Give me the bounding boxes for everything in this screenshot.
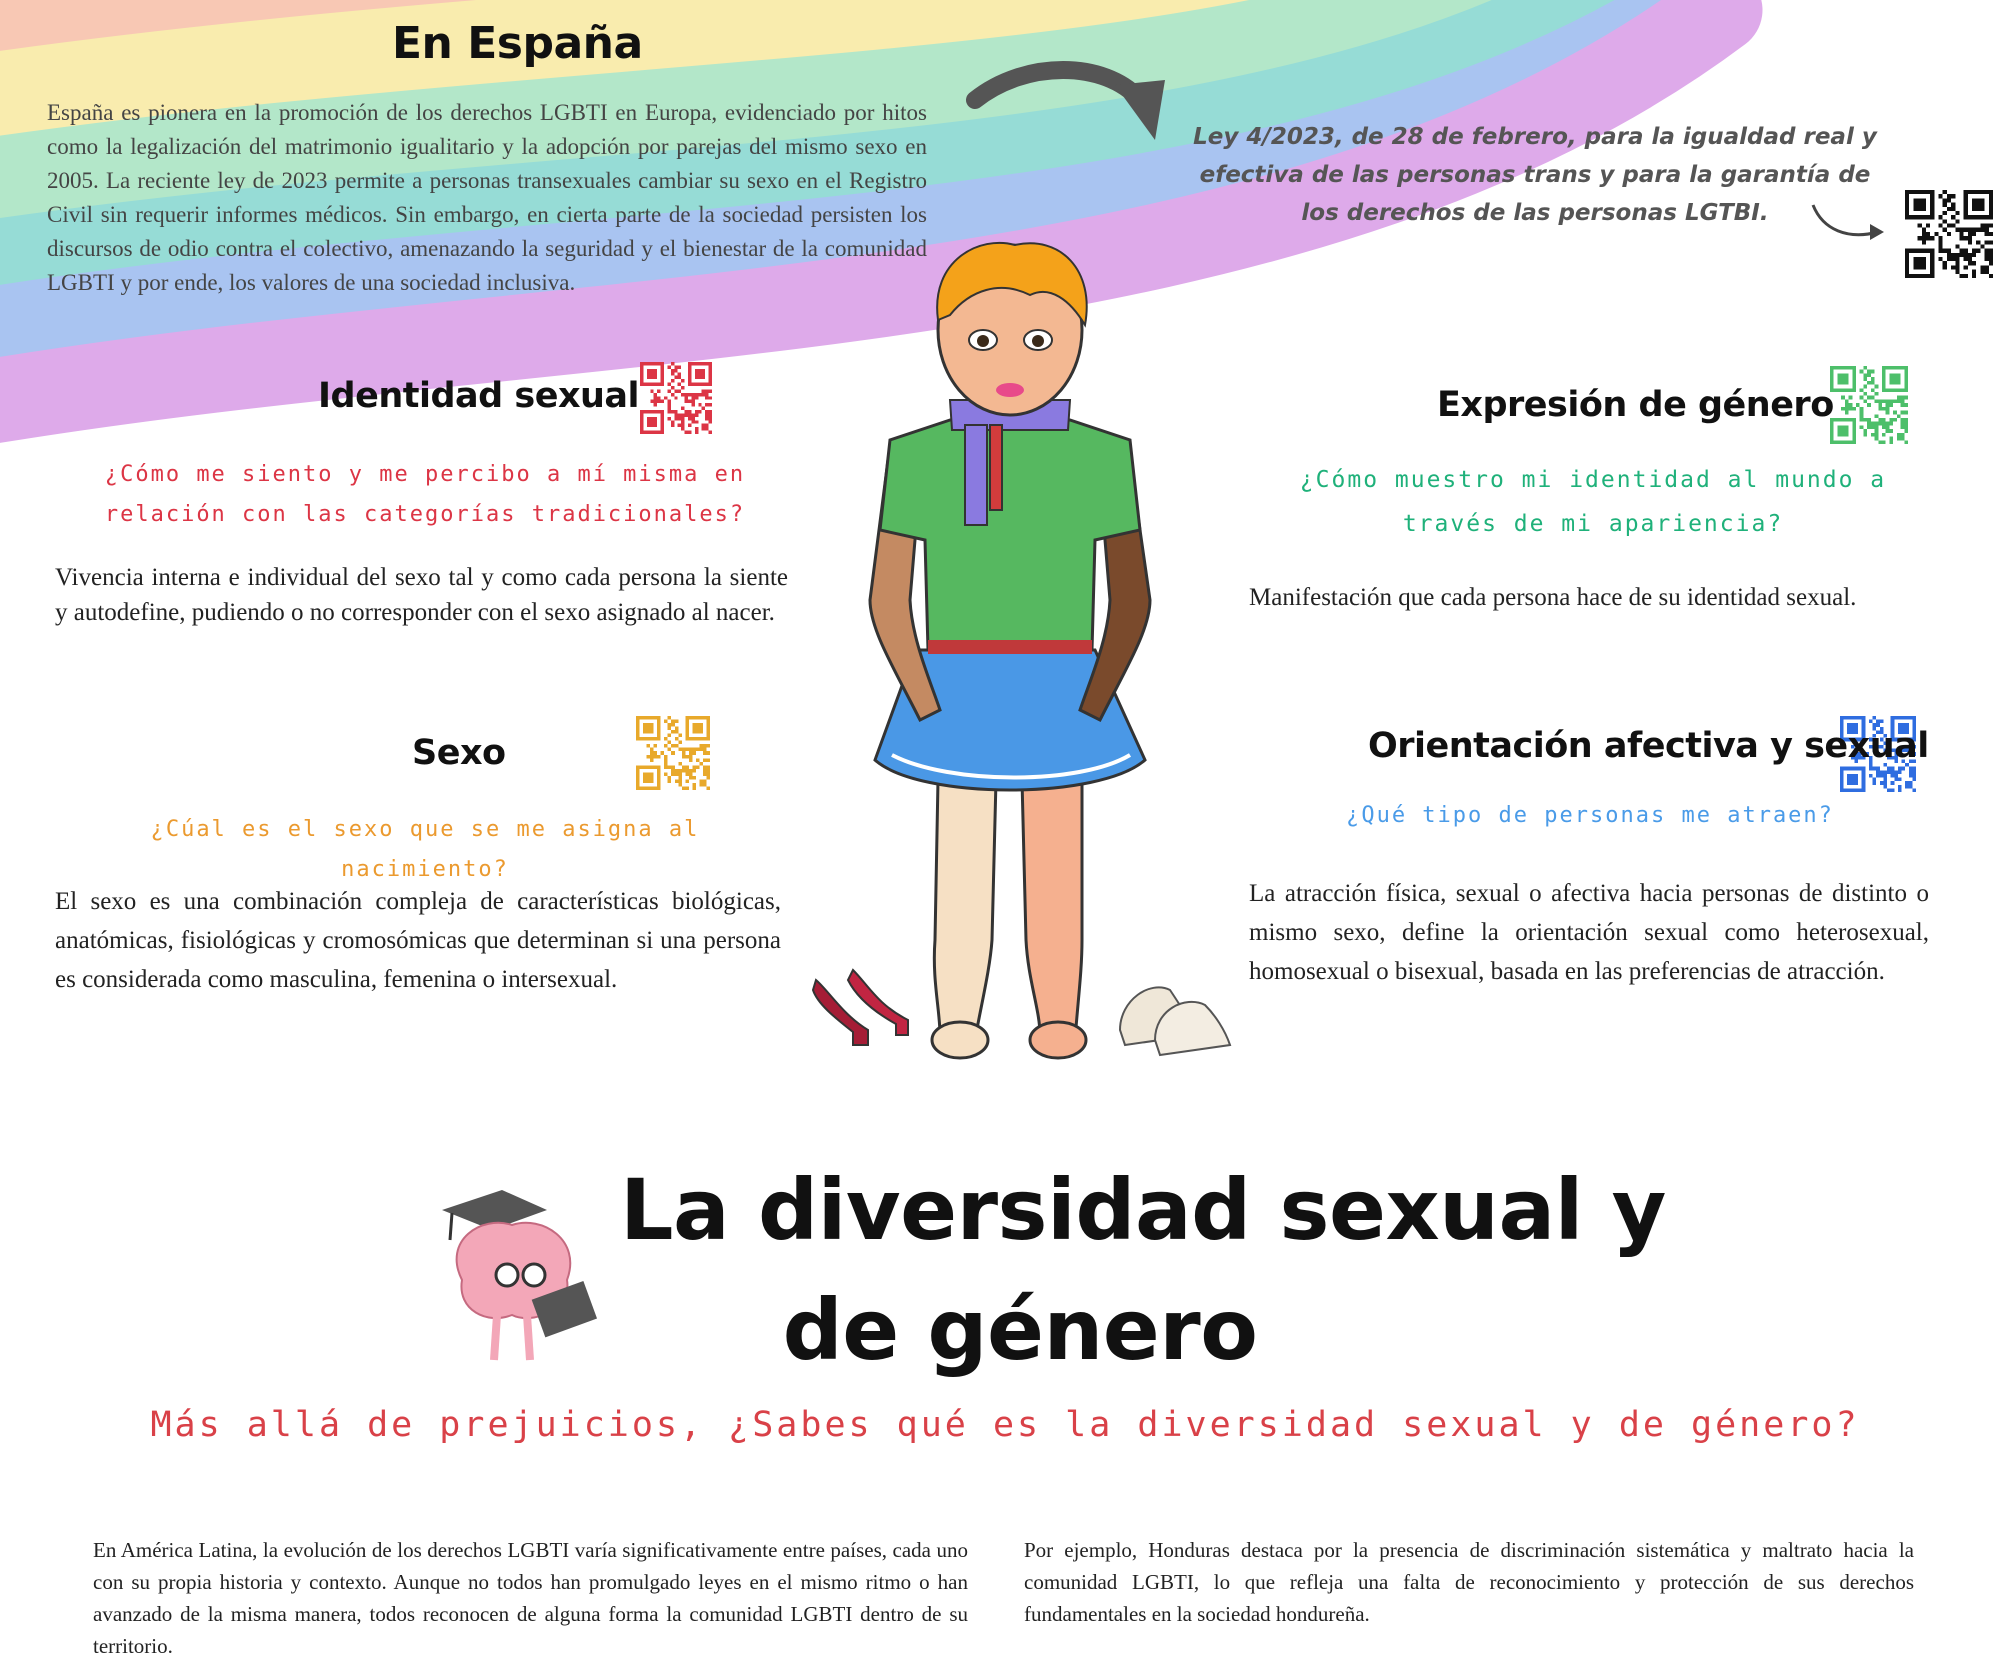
spain-title: En España (392, 18, 643, 69)
person-illustration (800, 240, 1240, 1070)
expression-question: ¿Cómo muestro mi identidad al mundo a través de mi apariencia? (1299, 467, 1887, 537)
brain-graduate-icon (432, 1180, 612, 1370)
latam-text: En América Latina, la evolución de los derechos LGBTI varía significativamente entre países, cada uno con su propia historia y contexto. Aunque no todos han promulgado leyes en el mismo ritmo o han avanzado de la misma manera, todos reconocen de alguna forma la comunidad LGBTI dentro de su territorio. (93, 1538, 968, 1658)
expression-text: Manifestación que cada persona hace de su identidad sexual. (1249, 584, 1857, 611)
sex-title: Sexo (412, 733, 506, 773)
sex-question: ¿Cúal es el sexo que se me asigna al nacimiento? (150, 817, 700, 882)
identity-question: ¿Cómo me siento y me percibo a mí misma en relación con las categorías tradicionales? (104, 462, 746, 527)
small-curved-arrow-icon (1808, 200, 1888, 250)
law-text: Ley 4/2023, de 28 de febrero, para la igualdad real y efectiva de las personas trans y para la garantía de los derechos de las personas LGTBI. (1193, 124, 1877, 226)
high-heels-icon (808, 960, 918, 1050)
spain-text: España es pionera en la promoción de los derechos LGBTI en Europa, evidenciado por hitos como la legalización del matrimonio igualitario y la adopción por parejas del mismo sexo en 2005. La reciente ley de 2023 permite a personas transexuales cambiar su sexo en el Registro Civil sin requerir informes médicos. Sin embargo, en cierta parte de la sociedad persisten los discursos de odio contra el colectivo, amenazando la seguridad y el bienestar de la comunidad LGBTI y por ende, los valores de una sociedad inclusiva. (47, 100, 927, 295)
qr-code-icon (1830, 366, 1908, 444)
main-subtitle: Más allá de prejuicios, ¿Sabes qué es la diversidad sexual y de género? (150, 1405, 1860, 1445)
qr-code-law[interactable] (1905, 190, 1993, 278)
main-title-line1: La diversidad sexual y (620, 1161, 1666, 1259)
sex-text: El sexo es una combinación compleja de características biológicas, anatómicas, fisiológicas y cromosómicas que determinan si una persona es considerada como masculina, femenina o intersexual. (55, 888, 781, 993)
orientation-text: La atracción física, sexual o afectiva hacia personas de distinto o mismo sexo, define la orientación sexual como heterosexual, homosexual o bisexual, basada en las preferencias de atracción. (1249, 880, 1929, 985)
qr-code-sex[interactable] (636, 716, 710, 790)
qr-code-identity[interactable] (640, 362, 712, 434)
qr-code-icon (640, 362, 712, 434)
qr-code-icon (1905, 190, 1993, 278)
sneakers-icon (1110, 960, 1240, 1060)
qr-code-icon (636, 716, 710, 790)
identity-title: Identidad sexual (318, 376, 640, 416)
qr-code-expression[interactable] (1830, 366, 1908, 444)
identity-text: Vivencia interna e individual del sexo tal y como cada persona la siente y autodefine, pudiendo o no corresponder con el sexo asignado al nacer. (55, 564, 788, 626)
expression-title: Expresión de género (1437, 385, 1834, 425)
orientation-question: ¿Qué tipo de personas me atraen? (1346, 803, 1834, 828)
orientation-title: Orientación afectiva y sexual (1368, 726, 1929, 766)
honduras-text: Por ejemplo, Honduras destaca por la presencia de discriminación sistemática y maltrato hacia la comunidad LGBTI, lo que refleja una falta de reconocimiento y protección de sus derechos fundamentales en la sociedad hondureña. (1024, 1538, 1914, 1626)
main-title-line2: de género (782, 1281, 1258, 1379)
curved-arrow-icon (965, 55, 1185, 155)
